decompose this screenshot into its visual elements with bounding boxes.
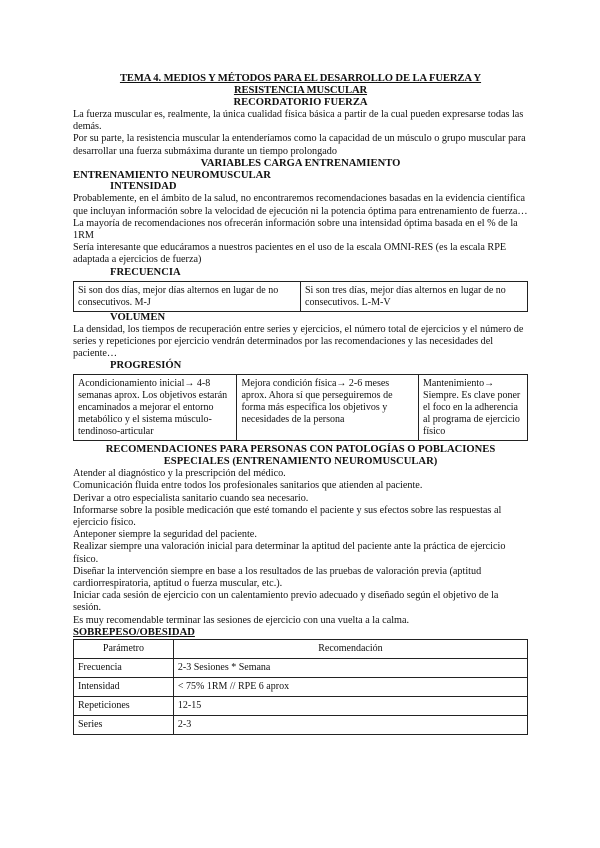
frecuencia-heading: FRECUENCIA <box>110 266 181 278</box>
recordatorio-paragraph-2: Por su parte, la resistencia muscular la entenderíamos como la capacidad de un músculo o grupo muscular para desarrollar una fuerza submáxima durante un tiempo prolongado <box>73 133 526 157</box>
list-item: Es muy recomendable terminar las sesiones de ejercicio con una vuelta a la calma. <box>73 614 410 626</box>
table-row <box>74 658 528 677</box>
sobrepeso-table <box>73 639 528 735</box>
progresion-cell-inicial: Acondicionamiento inicial→ 4-8 semanas aprox. Los objetivos estarán encaminados a mejorar el entorno metabólico y el sistema músculo-tendinoso-articular <box>74 375 237 441</box>
document-content <box>73 73 528 735</box>
volumen-paragraph: La densidad, los tiempos de recuperación entre series y ejercicios, el número total de ejercicios y el número de series y repeticiones por ejercicio vendrán determinados por las recomendaciones y las necesidades del paciente… <box>73 323 524 359</box>
intensidad-paragraph-1: Probablemente, en el ámbito de la salud, no encontraremos recomendaciones basadas en la evidencia científica que incluyan información sobre la velocidad de ejecución ni la potencia óptima para entrenamiento de fuerza… <box>73 193 528 217</box>
table-row <box>74 677 528 696</box>
rec-cell: 2-3 <box>173 715 527 734</box>
sobrepeso-heading: SOBREPESO/OBESIDAD <box>73 626 195 638</box>
rec-cell: 2-3 Sesiones * Semana <box>173 658 527 677</box>
document-title <box>73 73 528 97</box>
param-cell: Intensidad <box>74 677 174 696</box>
frecuencia-table <box>73 281 528 312</box>
recomendaciones-list <box>73 468 528 627</box>
recordatorio-heading: RECORDATORIO FUERZA <box>233 97 368 108</box>
list-item: Iniciar cada sesión de ejercicio con un calentamiento previo adecuado y diseñado según el objetivo de la sesión. <box>73 590 499 614</box>
progresion-cell-mejora: Mejora condición física→ 2-6 meses aprox. Ahora sí que perseguiremos de forma más específica los objetivos y necesidades de la persona <box>237 375 419 441</box>
recomendaciones-heading <box>73 444 528 468</box>
table-row <box>74 715 528 734</box>
list-item: Atender al diagnóstico y la prescripción del médico. <box>73 468 286 480</box>
intensidad-heading: INTENSIDAD <box>110 181 177 193</box>
recordatorio-paragraph-1: La fuerza muscular es, realmente, la única cualidad física básica a partir de la cual pueden expresarse todas las demás. <box>73 109 524 133</box>
volumen-heading: VOLUMEN <box>110 311 166 323</box>
list-item: Anteponer siempre la seguridad del paciente. <box>73 529 257 541</box>
progresion-heading: PROGRESIÓN <box>110 360 182 372</box>
param-cell: Repeticiones <box>74 696 174 715</box>
frecuencia-cell-two-days: Si son dos días, mejor días alternos en lugar de no consecutivos. M-J <box>74 281 301 311</box>
param-cell: Series <box>74 715 174 734</box>
recomendaciones-line-2: ESPECIALES (ENTRENAMIENTO NEUROMUSCULAR) <box>163 456 438 468</box>
list-item: Diseñar la intervención siempre en base a los resultados de las pruebas de valoración previa (aptitud cardiorrespiratoria, aptitud o fuerza muscular, etc.). <box>73 565 482 589</box>
progresion-cell-mantenimiento: Mantenimiento→ Siempre. Es clave poner el foco en la adherencia al programa de ejercicio físico <box>419 375 528 441</box>
param-cell: Frecuencia <box>74 658 174 677</box>
column-header-recomendacion: Recomendación <box>173 639 527 658</box>
title-line-1: TEMA 4. MEDIOS Y MÉTODOS PARA EL DESARROLLO DE LA FUERZA Y <box>119 73 482 84</box>
progresion-table <box>73 374 528 441</box>
rec-cell: < 75% 1RM // RPE 6 aprox <box>173 677 527 696</box>
intensidad-paragraph-3: Sería interesante que educáramos a nuestros pacientes en el uso de la escala OMNI-RES (es la escala RPE adaptada a ejercicios de fuerza) <box>73 242 507 266</box>
column-header-parametro: Parámetro <box>74 639 174 658</box>
entrenamiento-heading: ENTRENAMIENTO NEUROMUSCULAR <box>73 169 271 181</box>
recomendaciones-line-1: RECOMENDACIONES PARA PERSONAS CON PATOLOGÍAS O POBLACIONES <box>105 444 496 456</box>
intensidad-paragraph-2: La mayoría de recomendaciones nos ofrecerán información sobre una intensidad óptima basada en el % de la 1RM <box>73 217 518 241</box>
rec-cell: 12-15 <box>173 696 527 715</box>
list-item: Derivar a otro especialista sanitario cuando sea necesario. <box>73 492 309 504</box>
variables-heading: VARIABLES CARGA ENTRENAMIENTO <box>200 157 401 169</box>
frecuencia-cell-three-days: Si son tres días, mejor días alternos en lugar de no consecutivos. L-M-V <box>301 281 528 311</box>
table-row <box>74 696 528 715</box>
list-item: Comunicación fluida entre todos los profesionales sanitarios que atienden al paciente. <box>73 480 423 492</box>
title-line-2: RESISTENCIA MUSCULAR <box>233 85 368 96</box>
table-header-row <box>74 639 528 658</box>
list-item: Realizar siempre una valoración inicial para determinar la aptitud del paciente ante la práctica de ejercicio físico. <box>73 541 506 565</box>
list-item: Informarse sobre la posible medicación que esté tomando el paciente y sus efectos sobre las respuestas al ejercicio físico. <box>73 504 502 528</box>
